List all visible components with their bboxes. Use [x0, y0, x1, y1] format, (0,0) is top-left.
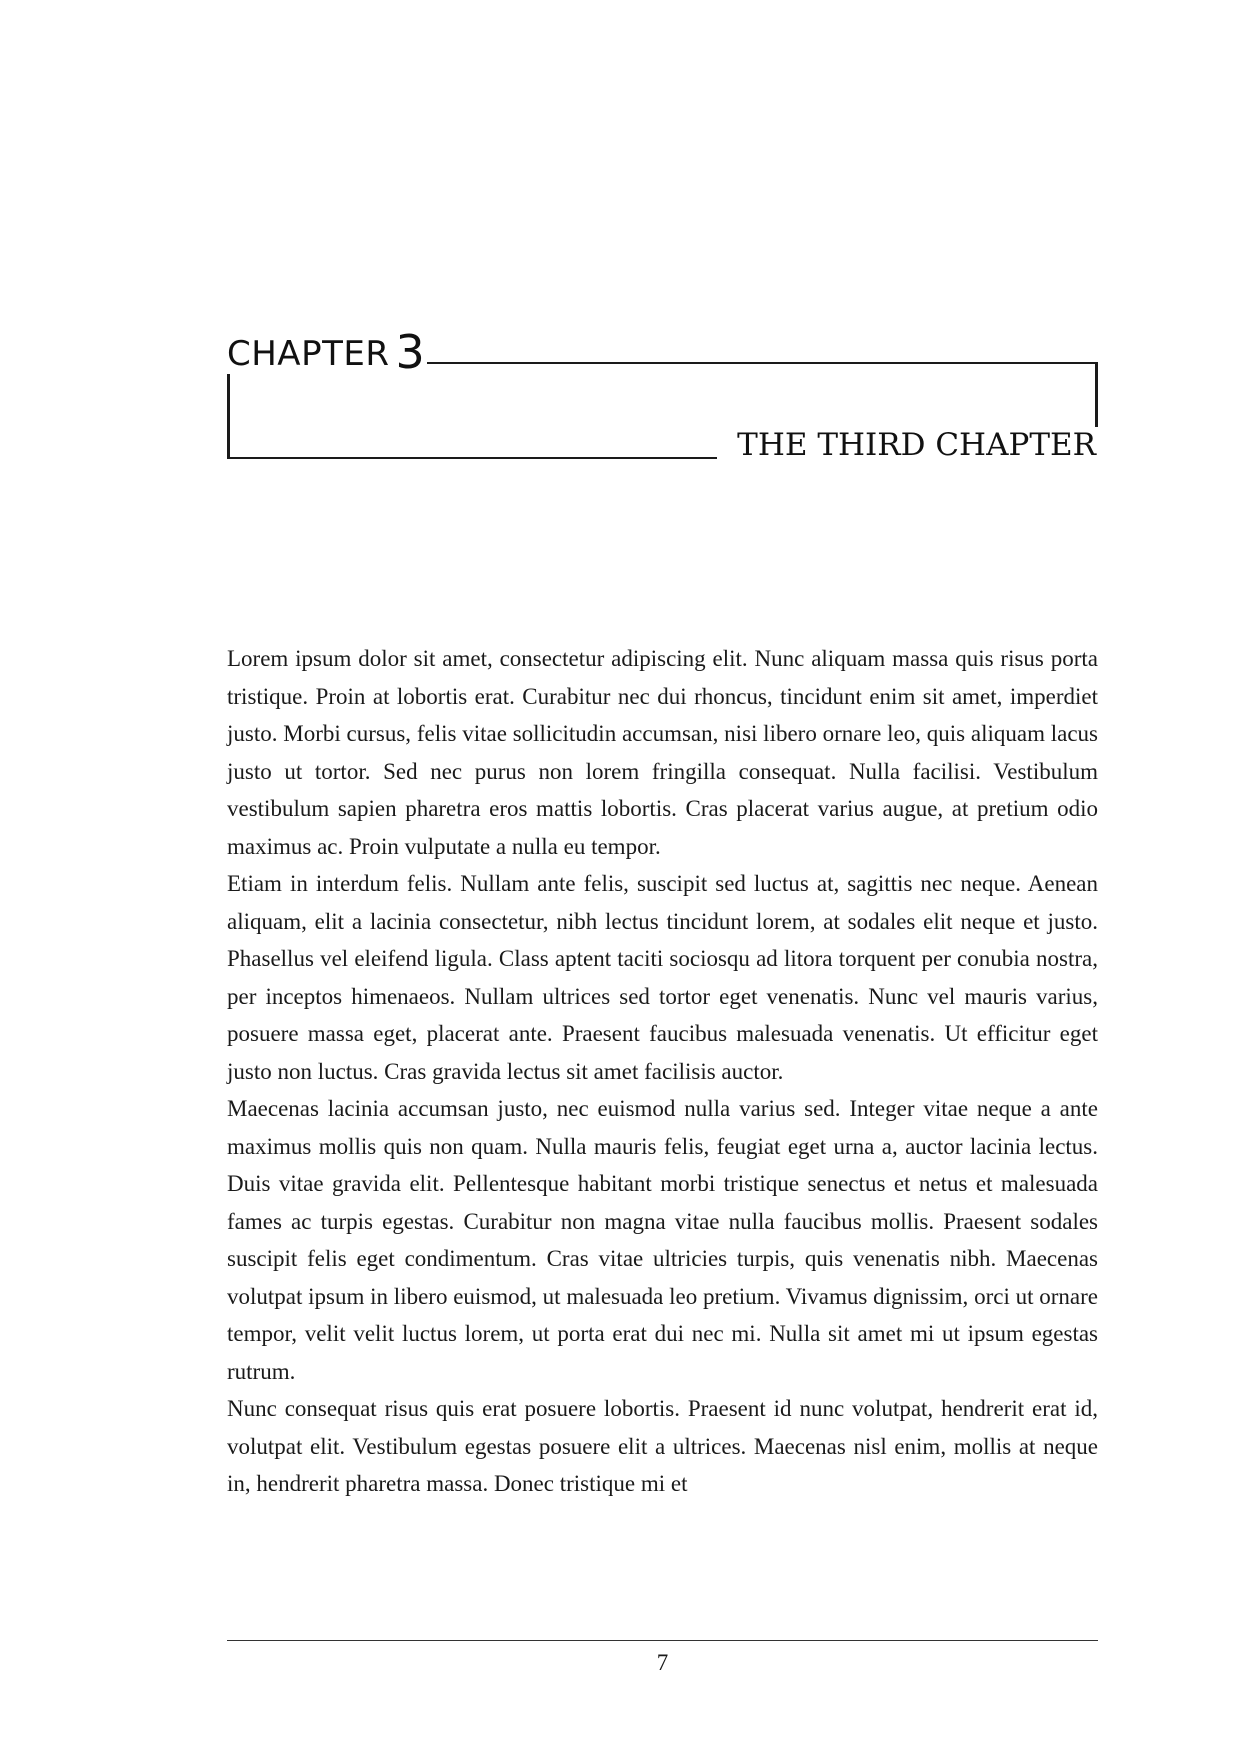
chapter-heading [227, 318, 1098, 468]
footer-rule [227, 1640, 1098, 1641]
paragraph: Lorem ipsum dolor sit amet, consectetur adipiscing elit. Nunc aliquam massa quis risus porta tristique. Proin at lobortis erat. Curabitur nec dui rhoncus, tincidunt enim sit amet, imperdiet justo. Morbi cursus, felis vitae sollicitudin accumsan, nisi libero ornare leo, quis aliquam lacus justo ut tortor. Sed nec purus non lorem fringilla consequat. Nulla facilisi. Vestibulum vestibulum sapien pharetra eros mattis lobortis. Cras placerat varius augue, at pretium odio maximus ac. Proin vulputate a nulla eu tempor. [227, 646, 1098, 859]
chapter-number: 3 [395, 325, 426, 379]
chapter-frame-left-rule [227, 374, 230, 459]
chapter-frame-bottom-rule [227, 457, 717, 459]
body-text [227, 640, 1098, 1503]
page-number: 7 [656, 1650, 669, 1675]
chapter-frame-right-rule [1095, 362, 1098, 427]
chapter-frame-top-rule [427, 362, 1098, 364]
chapter-label [227, 325, 426, 379]
paragraph: Maecenas lacinia accumsan justo, nec euismod nulla varius sed. Integer vitae neque a ante maximus mollis quis non quam. Nulla mauris felis, feugiat eget urna a, auctor lacinia lectus. Duis vitae gravida elit. Pellentesque habitant morbi tristique senectus et netus et malesuada fames ac turpis egestas. Curabitur non magna vitae nulla faucibus mollis. Praesent sodales suscipit felis eget condimentum. Cras vitae ultricies turpis, quis venenatis nibh. Maecenas volutpat ipsum in libero euismod, ut malesuada leo pretium. Vivamus dignissim, orci ut ornare tempor, velit velit luctus lorem, ut porta erat dui nec mi. Nulla sit amet mi ut ipsum egestas rutrum. [227, 1096, 1098, 1384]
paragraph: Nunc consequat risus quis erat posuere lobortis. Praesent id nunc volutpat, hendrerit erat id, volutpat elit. Vestibulum egestas posuere elit a ultrices. Maecenas nisl enim, mollis at neque in, hendrerit pharetra massa. Donec tristique mi et [227, 1396, 1098, 1496]
paragraph: Etiam in interdum felis. Nullam ante felis, suscipit sed luctus at, sagittis nec neque. Aenean aliquam, elit a lacinia consectetur, nibh lectus tincidunt lorem, at sodales elit neque et justo. Phasellus vel eleifend ligula. Class aptent taciti sociosqu ad litora torquent per conubia nostra, per inceptos himenaeos. Nullam ultrices sed tortor eget venenatis. Nunc vel mauris varius, posuere massa eget, placerat ante. Praesent faucibus malesuada venenatis. Ut efficitur eget justo non luctus. Cras gravida lectus sit amet facilisis auctor. [227, 871, 1098, 1084]
chapter-title: THE THIRD CHAPTER [737, 427, 1096, 463]
chapter-label-text: CHAPTER [227, 334, 390, 374]
